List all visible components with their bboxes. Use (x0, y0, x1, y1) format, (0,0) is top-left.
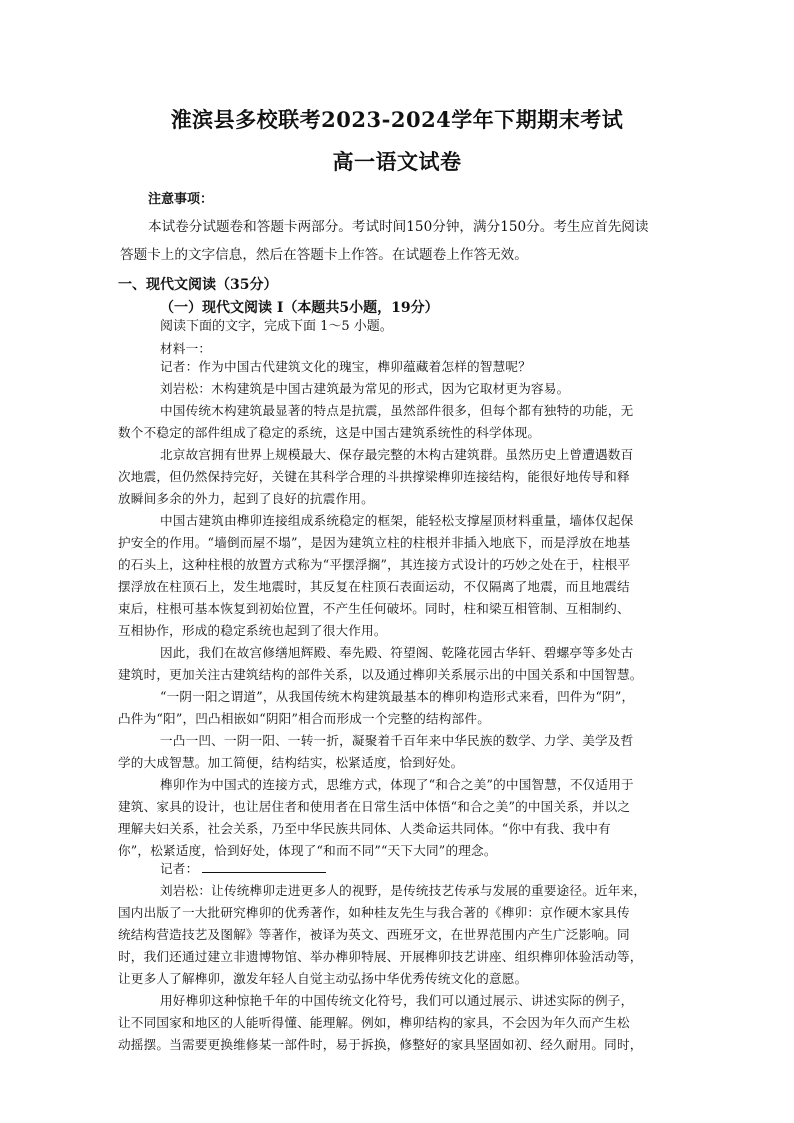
material-line: 护安全的作用。“墙倒而屋不塌”，是因为建筑立柱的柱根并非插入地底下，而是浮放在地基 (118, 535, 631, 550)
material-line: 动摇摆。当需要更换维修某一部件时，易于拆换，修整好的家具坚固如初、经久耐用。同时， (118, 1037, 643, 1052)
material-line: 统结构营造技艺及图解》等著作，被译为英文、西班牙文，在世界范围内产生广泛影响。同 (118, 927, 630, 942)
answer-blank (202, 860, 326, 873)
material-line: 中国古建筑由榫卯连接组成系统稳定的框架，能轻松支撑屋顶材料重量，墙体仅起保 (160, 513, 634, 528)
material-line: 用好榫卯这种惊艳千年的中国传统文化符号，我们可以通过展示、讲述实际的例子， (160, 993, 634, 1008)
material-line: 学的大成智慧。加工简便，结构结实，松紧适度，恰到好处。 (118, 755, 464, 770)
material-line: 放瞬间多余的外力，起到了良好的抗震作用。 (118, 491, 374, 506)
notice-line: 答题卡上的文字信息，然后在答题卡上作答。在试题卷上作答无效。 (120, 247, 528, 263)
reporter-label: 记者： (160, 861, 199, 876)
instruction-text: 阅读下面的文字，完成下面 1～5 小题。 (160, 319, 393, 334)
notice-line: 本试卷分试题卷和答题卡两部分。考试时间150分钟，满分150分。考生应首先阅读 (148, 219, 649, 235)
material-line: 凸件为“阳”，凹凸相嵌如“阴阳”相合而形成一个完整的结构部件。 (118, 711, 490, 726)
material-line: 次地震，但仍然保持完好，关键在其科学合理的斗拱撑梁榫卯连接结构，能很好地传导和释 (118, 469, 630, 484)
material-line: 刘岩松：木构建筑是中国古建筑最为常见的形式，因为它取材更为容易。 (160, 381, 570, 396)
material-line: 建筑时，更加关注古建筑结构的部件关系，以及通过榫卯关系展示出的中国关系和中国智慧。 (118, 667, 643, 682)
material-label: 材料一： (160, 341, 212, 356)
material-line: 让不同国家和地区的人能听得懂、能理解。例如，榫卯结构的家具，不会因为年久而产生松 (118, 1015, 630, 1030)
material-line: 国内出版了一大批研究榫卯的优秀著作，如种桂友先生与我合著的《榫卯：京作硬木家具传 (118, 905, 630, 920)
material-line: 时，我们还通过建立非遗博物馆、举办榫卯特展、开展榫卯技艺讲座、组织榫卯体验活动等， (118, 949, 643, 964)
material-line: 让更多人了解榫卯，激发年轻人自觉主动弘扬中华优秀传统文化的意愿。 (118, 971, 528, 986)
material-line: 数个不稳定的部件组成了稳定的系统，这是中国古建筑系统性的科学体现。 (118, 425, 541, 440)
material-line: 互相协作，形成的稳定系统也起到了很大作用。 (118, 623, 387, 638)
material-line: 刘岩松：让传统榫卯走进更多人的视野，是传统技艺传承与发展的重要途径。近年来， (160, 883, 647, 898)
reporter-blank-line (160, 860, 326, 878)
exam-title: 淮滨县多校联考2023-2024学年下期期末考试 (170, 107, 624, 132)
material-line: 你”，松紧适度，恰到好处，体现了“和而不同”“天下大同”的理念。 (118, 843, 497, 858)
material-line: 中国传统木构建筑最显著的特点是抗震，虽然部件很多，但每个都有独特的功能，无 (160, 403, 634, 418)
material-line: 束后，柱根可基本恢复到初始位置，不产生任何破坏。同时，柱和梁互相管制、互相制约、 (118, 601, 630, 616)
material-line: 榫卯作为中国式的连接方式，思维方式，体现了“和合之美”的中国智慧，不仅适用于 (160, 777, 634, 792)
subsection-heading: （一）现代文阅读 I（本题共5小题，19分） (160, 300, 439, 316)
section-heading: 一、现代文阅读（35分） (118, 277, 278, 293)
material-line: 一凸一凹、一阴一阳、一转一折，凝聚着千百年来中华民族的数学、力学、美学及哲 (160, 733, 634, 748)
exam-subtitle: 高一语文试卷 (332, 149, 462, 174)
notice-heading: 注意事项： (148, 192, 214, 207)
material-line: 摆浮放在柱顶石上，发生地震时，其反复在柱顶石表面运动，不仅隔离了地震，而且地震结 (118, 579, 630, 594)
material-line: 记者：作为中国古代建筑文化的瑰宝，榫卯蕴藏着怎样的智慧呢？ (160, 359, 532, 374)
material-line: 建筑、家具的设计，也让居住者和使用者在日常生活中体悟“和合之美”的中国关系，并以之 (118, 799, 631, 814)
material-line: 理解夫妇关系，社会关系，乃至中华民族共同体、人类命运共同体。“你中有我、我中有 (118, 821, 611, 836)
material-line: 北京故宫拥有世界上规模最大、保存最完整的木构古建筑群。虽然历史上曾遭遇数百 (160, 447, 634, 462)
material-line: 的石头上，这种柱根的放置方式称为“平摆浮搁”，其连接方式设计的巧妙之处在于，柱根平 (118, 557, 631, 572)
material-line: 因此，我们在故宫修缮旭辉殿、奉先殿、符望阁、乾隆花园古华轩、碧螺亭等多处古 (160, 645, 634, 660)
material-line: “一阴一阳之谓道”，从我国传统木构建筑最基本的榫卯构造形式来看，凹件为“阴”， (160, 689, 635, 704)
